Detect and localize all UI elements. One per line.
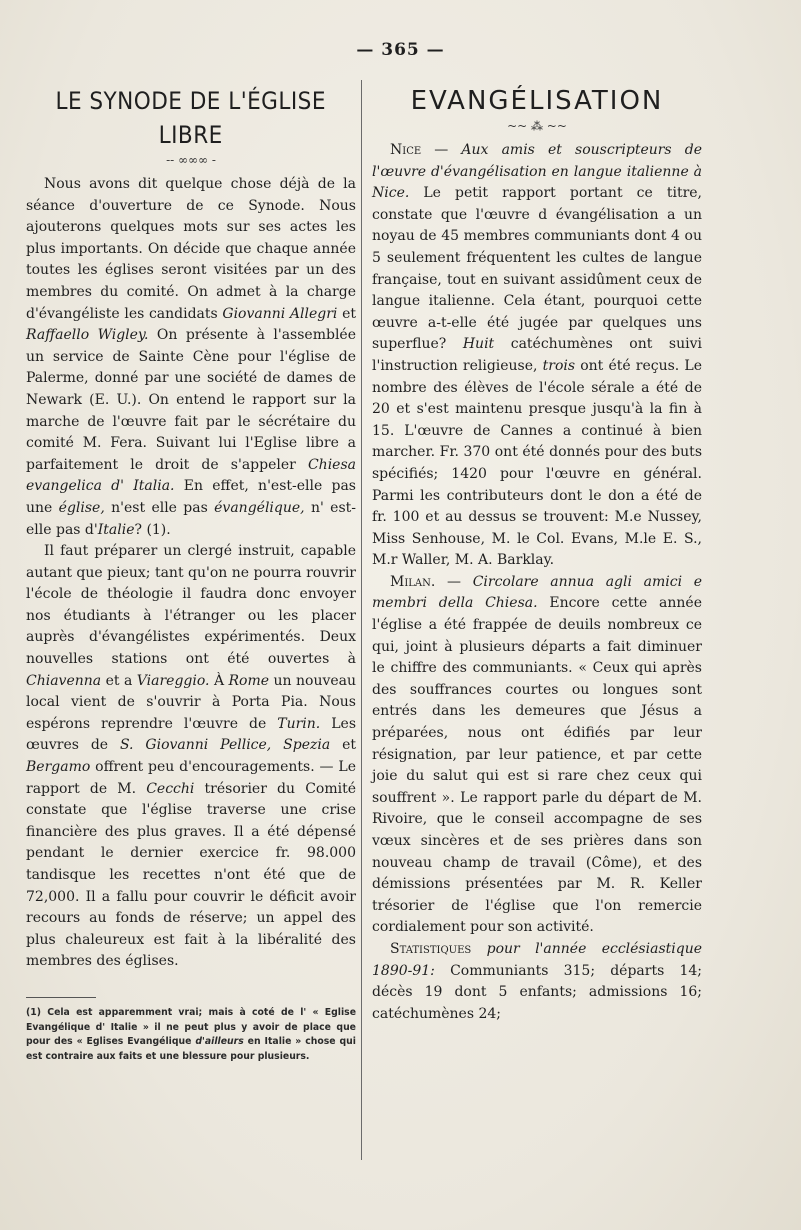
text-run: et a xyxy=(101,672,137,689)
text-run: Nous avons dit quelque chose déjà de la séance d'ouverture de ce Synode. Nous ajouterons quelques mots sur ses actes les plus importants. On décide que chaque année toutes les églises seront visitées par un des membres du comité. On admet à la charge d'évangéliste les candidats xyxy=(26,176,356,322)
text-run: et xyxy=(337,305,356,322)
text-run: Chiesa evangelica d' Italia. xyxy=(26,456,356,495)
footnote xyxy=(26,1006,356,1064)
text-run: ont été reçus. Le nombre des élèves de l'école sérale a été de 20 et s'est maintenu presque jusqu'à la fin à 15. L'œuvre de Cannes a continué à bien marcher. Fr. 370 ont été donnés pour des buts spécifiés; 1420 pour l'œuvre en général. Parmi les contributeurs dont le don a été de fr. 100 et au dessus se trouvent: M.e Nussey, Miss Senhouse, M. le Col. Evans, M.le E. S., M.r Waller, M. A. Barklay. xyxy=(372,357,702,569)
article-body-synode xyxy=(26,174,356,973)
text-run: Turin. xyxy=(277,715,321,732)
text-run: en Italie » chose qui est contraire aux faits et une blessure pour plusieurs. xyxy=(26,1036,356,1062)
text-run: On présente à l'assemblée un service de Sainte Cène pour l'église de Palerme, donné par une société de dames de Newark (E. U.). On entend le rapport sur la marche de l'œuvre fait par le sécrétaire du comité M. Fera. Suivant lui l'Eglise libre a parfaitement le droit de s'appeler xyxy=(26,327,356,473)
article-title-synode: LE SYNODE DE L'ÉGLISE LIBRE xyxy=(55,87,326,149)
text-run: n'est elle pas xyxy=(104,499,215,516)
text-run: Les œuvres de xyxy=(26,715,356,754)
paragraph xyxy=(26,541,356,973)
article-body-evangelisation xyxy=(372,140,702,1025)
text-run: Cecchi xyxy=(146,780,195,797)
text-run: Italie xyxy=(97,521,135,538)
text-run: En effet, n'est-elle pas une xyxy=(26,478,356,516)
text-run: Statistiques xyxy=(390,940,472,957)
text-run: Nice xyxy=(390,142,422,158)
left-column xyxy=(26,84,356,1064)
text-run: un nouveau local vient de s'ouvrir à Porta Pia. Nous espérons reprendre l'œuvre de xyxy=(26,672,357,732)
paragraph xyxy=(372,572,702,939)
text-run: trésorier du Comité constate que l'église traverse une crise financière des plus graves. Il a été dépensé pendant le dernier exercice fr. 98.000 tandisque les recettes n'ont été que de 72,000. Il a fallu pour couvrir le déficit avoir recours au fonds de réserve; un appel des plus chaleureux est fait à la libéralité des membres des églises. xyxy=(26,780,356,970)
text-run: (1) Cela est apparemment vrai; mais à coté de l' « Eglise Evangélique d' Italie » il ne peut plus y avoir de place que pour des « Eglises Evangélique xyxy=(26,1006,356,1048)
text-run: Viareggio. xyxy=(136,672,210,689)
paragraph xyxy=(26,174,356,541)
text-run: et xyxy=(330,737,356,754)
title-ornament: -- ∞∞∞ - xyxy=(166,153,216,167)
text-run: offrent peu d'encouragements. — Le rapport de M. xyxy=(26,759,356,797)
paragraph xyxy=(372,939,702,1025)
title-ornament: ~~ ⁂ ~~ xyxy=(507,119,567,133)
text-run: À xyxy=(209,672,229,689)
text-run: Circolare annua agli amici e membri della Chiesa. xyxy=(372,573,702,612)
text-run: Communiants 315; départs 14; décès 19 dont 5 enfants; admissions 16; catéchumènes 24; xyxy=(372,962,702,1022)
text-run: ? (1). xyxy=(134,521,171,538)
article-title-evangelisation: EVANGÉLISATION xyxy=(410,86,664,116)
footnote-separator xyxy=(26,997,96,998)
text-run: d'ailleurs xyxy=(195,1036,244,1048)
text-run: église, xyxy=(58,499,105,516)
text-run: Aux amis et souscripteurs de l'œuvre d'évangélisation en langue italienne à Nice. xyxy=(372,142,702,202)
column-divider xyxy=(361,80,362,1160)
text-run: trois xyxy=(542,357,576,374)
paragraph xyxy=(372,140,702,572)
text-run: — xyxy=(435,573,473,590)
text-run: Il faut préparer un clergé instruit, capable autant que pieux; tant qu'on ne pourra rouvrir l'école de théologie il faudra donc envoyer nos étudiants à l'étranger ou les placer auprès d'évangélistes expérimentés. Deux nouvelles stations ont été ouvertes à xyxy=(26,543,356,668)
text-run: évangélique, xyxy=(214,499,305,516)
right-column xyxy=(372,84,702,1025)
text-run: Encore cette année l'église a été frappée de deuils nombreux ce qui, joint à plusieurs départs a fait diminuer le chiffre des communiants. « Ceux qui après des souffrances courtes ou longues sont entrés dans les demeures que Jésus a préparées, nous ont édifiés par leur résignation, par leur patience, et par cette joie du salut qui est si rare chez ceux qui souffrent ». Le rapport parle du départ de M. Rivoire, que le conseil accompagne de ses vœux sincères et de ses prières dans son nouveau champ de travail (Côme), et des démissions présentées par M. R. Keller trésorier de l'église que l'on remercie cordialement pour son activité. xyxy=(372,595,703,936)
text-run: Le petit rapport portant ce titre, constate que l'œuvre d évangélisation a un noyau de 45 membres communiants dont 4 ou 5 seulement fréquentent les cultes de langue française, tout en suivant assidûment ceux de langue italienne. Cela étant, pourquoi cette œuvre a-t-elle été jugée par quelques uns superflue? xyxy=(372,185,702,353)
text-run: S. Giovanni Pellice, Spezia xyxy=(119,737,331,754)
text-run: Milan. xyxy=(390,573,436,590)
page-number: — 365 — xyxy=(356,40,445,60)
text-run: Chiavenna xyxy=(26,672,102,689)
text-run: Giovanni Allegri xyxy=(222,305,338,322)
text-run xyxy=(471,941,486,957)
text-run: Bergamo xyxy=(26,759,91,776)
text-run: catéchumènes ont suivi l'instruction religieuse, xyxy=(372,336,702,374)
text-run: Rome xyxy=(228,672,270,689)
text-run: — xyxy=(421,142,462,158)
text-run: n' est-elle pas d' xyxy=(26,499,356,538)
text-run: Raffaello Wigley. xyxy=(26,327,149,344)
text-run: Huit xyxy=(462,336,495,353)
text-run: pour l'année ecclésiastique 1890-91: xyxy=(372,940,702,979)
